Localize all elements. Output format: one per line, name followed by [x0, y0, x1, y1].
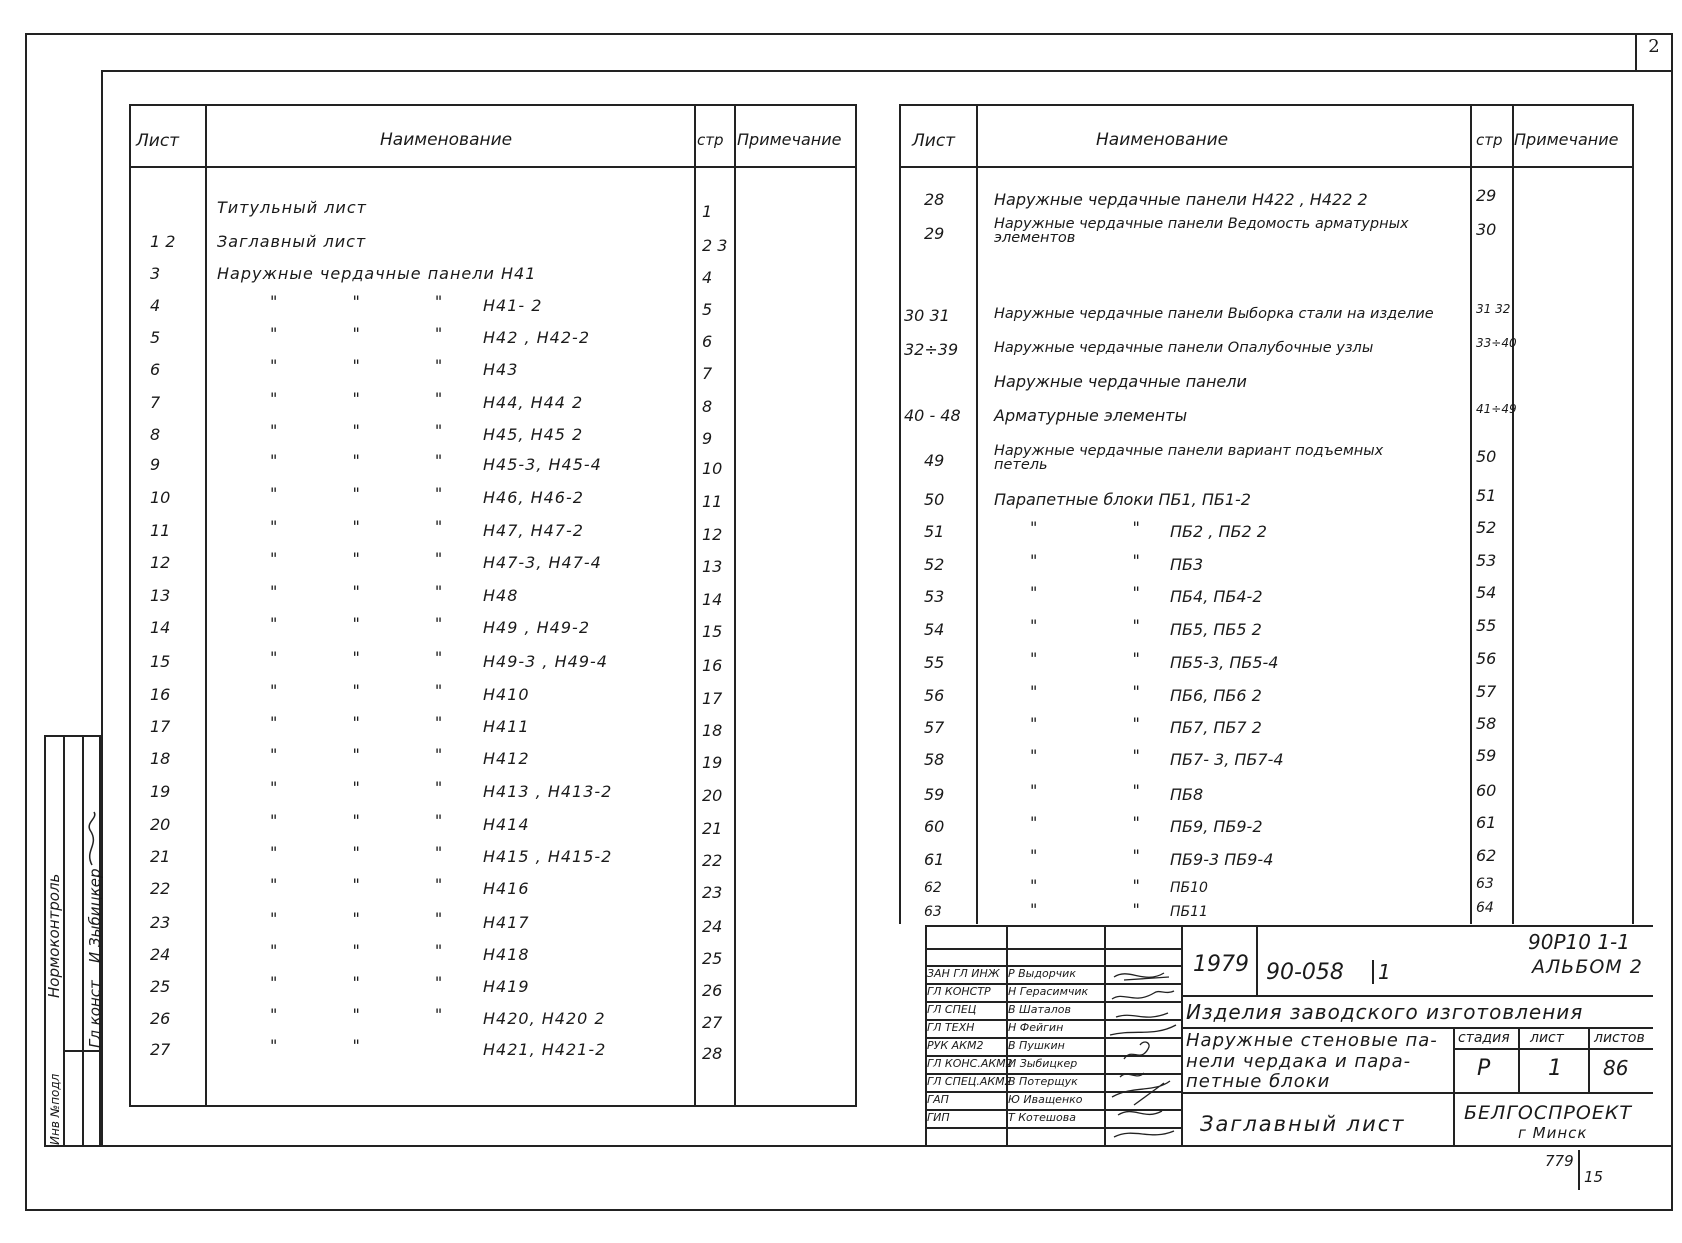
- row-ditto: " " ": [270, 324, 443, 343]
- row-name: Наружные чердачные панели Н41: [217, 264, 537, 283]
- stamp-series: 90Р10 1-1: [1528, 930, 1630, 954]
- row-ditto: " ": [1030, 551, 1140, 570]
- stamp-sheets-value: 86: [1603, 1056, 1629, 1080]
- row-sheet: 59: [924, 785, 945, 804]
- row-name: ПБ8: [1170, 785, 1204, 804]
- row-sheet: 17: [150, 717, 171, 736]
- stamp-line-after-project: [1181, 1027, 1653, 1029]
- row-sheet: 21: [150, 847, 171, 866]
- row-page: 13: [702, 557, 723, 576]
- row-sheet: 61: [924, 850, 945, 869]
- row-ditto: " " ": [270, 517, 443, 536]
- row-page: 8: [702, 397, 713, 416]
- stamp-person: Р Выдорчик: [1008, 967, 1076, 980]
- footer-number: 779: [1545, 1152, 1574, 1170]
- left-header-sheet: Лист: [136, 131, 180, 151]
- stamp-doc-name: Заглавный лист: [1200, 1112, 1406, 1136]
- row-sheet: 25: [150, 977, 171, 996]
- stamp-stage-value: Р: [1477, 1056, 1491, 1081]
- right-header-name: Наименование: [1096, 130, 1229, 150]
- row-sheet: 24: [150, 945, 171, 964]
- normcontrol-label: Нормоконтроль: [45, 873, 63, 998]
- gl-konst-label: Гл конст: [86, 980, 104, 1048]
- left-header-name: Наименование: [380, 130, 513, 150]
- row-name: Наружные чердачные панели: [994, 372, 1247, 391]
- row-sheet: 19: [150, 782, 171, 801]
- stamp-stage-header-line: [1453, 1048, 1653, 1050]
- row-name: Арматурные элементы: [994, 406, 1188, 425]
- stamp-sheet-value: 1: [1548, 1056, 1562, 1081]
- row-name: Н42 , Н42-2: [483, 328, 590, 347]
- row-page: 30: [1476, 220, 1497, 239]
- row-page: 51: [1476, 486, 1497, 505]
- row-ditto: " " ": [270, 875, 443, 894]
- stamp-person: Н Герасимчик: [1008, 985, 1089, 998]
- row-page: 26: [702, 981, 723, 1000]
- row-ditto: " " ": [270, 941, 443, 960]
- row-name: Н417: [483, 913, 530, 932]
- row-page: 60: [1476, 781, 1497, 800]
- stamp-sheets-label: листов: [1594, 1030, 1645, 1046]
- row-ditto: " " ": [270, 356, 443, 375]
- row-page: 4: [702, 268, 713, 287]
- stamp-org: БЕЛГОСПРОЕКТ: [1464, 1102, 1632, 1124]
- row-name: Н41- 2: [483, 296, 543, 315]
- row-sheet: 20: [150, 815, 171, 834]
- row-name: Н49 , Н49-2: [483, 618, 590, 637]
- row-page: 25: [702, 949, 723, 968]
- row-ditto: " " ": [270, 811, 443, 830]
- row-page: 14: [702, 590, 723, 609]
- row-sheet: 51: [924, 522, 945, 541]
- row-name: ПБ9-3 ПБ9-4: [1170, 850, 1274, 869]
- row-ditto: " " ": [270, 909, 443, 928]
- row-name: Н48: [483, 586, 519, 605]
- row-name: Наружные чердачные панели Выборка стали на изделие: [994, 306, 1434, 322]
- inv-label: Инв №подл: [48, 1073, 62, 1145]
- left-strip-divider-2: [82, 735, 84, 1147]
- stamp-code: 90-058: [1266, 960, 1344, 985]
- row-sheet: 4: [150, 296, 161, 315]
- stamp-stage-divider: [1518, 1027, 1520, 1092]
- row-page: 61: [1476, 813, 1497, 832]
- row-sheet: 7: [150, 393, 161, 412]
- stamp-object-line2: нели чердака и пара-: [1186, 1051, 1412, 1072]
- page-number: 2: [1648, 36, 1660, 57]
- stamp-line-after-object: [1181, 1092, 1653, 1094]
- row-ditto: " ": [1030, 714, 1140, 733]
- row-name: Н415 , Н415-2: [483, 847, 613, 866]
- row-sheet: 13: [150, 586, 171, 605]
- row-page: 62: [1476, 846, 1497, 865]
- zybitsker-label: И Зыбицкер: [86, 868, 104, 963]
- row-ditto: " " ": [270, 389, 443, 408]
- row-ditto: " " ": [270, 451, 443, 470]
- row-ditto: " ": [1030, 649, 1140, 668]
- row-page: 17: [702, 689, 723, 708]
- stamp-stage-label: стадия: [1458, 1030, 1510, 1046]
- row-name: ПБ6, ПБ6 2: [1170, 686, 1262, 705]
- row-ditto: " ": [1030, 616, 1140, 635]
- row-name: Н412: [483, 749, 530, 768]
- stamp-role: ГЛ КОНСТР: [927, 985, 991, 998]
- row-sheet: 54: [924, 620, 945, 639]
- row-sheet: 22: [150, 879, 171, 898]
- row-name: Наружные чердачные панели Опалубочные узлы: [994, 340, 1374, 356]
- row-ditto: " " ": [270, 614, 443, 633]
- left-col-divider-3: [734, 104, 736, 1107]
- row-name: Н410: [483, 685, 530, 704]
- right-header-page: стр: [1476, 131, 1503, 149]
- stamp-person: Н Фейгин: [1008, 1021, 1064, 1034]
- row-ditto: " ": [1030, 900, 1140, 919]
- row-sheet: 6: [150, 360, 161, 379]
- stamp-role: ГАП: [927, 1093, 949, 1106]
- row-ditto: " ": [1030, 746, 1140, 765]
- row-page: 31 32: [1476, 302, 1511, 316]
- row-name: Н45, Н45 2: [483, 425, 584, 444]
- row-sheet: 57: [924, 718, 945, 737]
- row-sheet: 8: [150, 425, 161, 444]
- row-name: Парапетные блоки ПБ1, ПБ1-2: [994, 490, 1251, 509]
- row-name: ПБ5, ПБ5 2: [1170, 620, 1262, 639]
- row-name: Н45-3, Н45-4: [483, 455, 602, 474]
- row-page: 7: [702, 364, 713, 383]
- stamp-person: Т Котешова: [1008, 1111, 1076, 1124]
- row-name: Н49-3 , Н49-4: [483, 652, 608, 671]
- row-page: 22: [702, 851, 723, 870]
- row-ditto: " " ": [270, 713, 443, 732]
- row-ditto: " ": [1030, 846, 1140, 865]
- row-page: 63: [1476, 876, 1494, 892]
- row-ditto: " " ": [270, 745, 443, 764]
- footer-number-2: 15: [1584, 1168, 1604, 1186]
- row-page: 58: [1476, 714, 1497, 733]
- row-ditto: " " ": [270, 648, 443, 667]
- row-sheet: 1 2: [150, 232, 176, 251]
- left-col-divider-2: [694, 104, 696, 1107]
- row-name: ПБ11: [1170, 904, 1208, 920]
- row-sheet: 11: [150, 521, 171, 540]
- stamp-role: ЗАН ГЛ ИНЖ: [927, 967, 1000, 980]
- row-name: Н416: [483, 879, 530, 898]
- row-name: Н44, Н44 2: [483, 393, 584, 412]
- row-page: 10: [702, 459, 723, 478]
- row-page: 27: [702, 1013, 723, 1032]
- stamp-sheet-label: лист: [1530, 1030, 1564, 1046]
- stamp-role: ГИП: [927, 1111, 950, 1124]
- row-sheet: 26: [150, 1009, 171, 1028]
- row-sheet: 53: [924, 587, 945, 606]
- stamp-year: 1979: [1193, 952, 1249, 977]
- row-page: 15: [702, 622, 723, 641]
- row-sheet: 50: [924, 490, 945, 509]
- row-name: ПБ3: [1170, 555, 1204, 574]
- row-page: 16: [702, 656, 723, 675]
- right-col-divider-3: [1512, 104, 1514, 924]
- row-ditto: " " ": [270, 973, 443, 992]
- stamp-person: В Потерщук: [1008, 1075, 1078, 1088]
- row-ditto: " ": [1030, 813, 1140, 832]
- row-page: 20: [702, 786, 723, 805]
- row-ditto: " " ": [270, 484, 443, 503]
- stamp-year-divider: [1256, 925, 1258, 995]
- row-name: Н47, Н47-2: [483, 521, 584, 540]
- row-page: 50: [1476, 447, 1497, 466]
- row-sheet: 30 31: [904, 306, 950, 325]
- row-sheet: 29: [924, 224, 945, 243]
- left-table-header-line: [129, 166, 857, 168]
- row-page: 23: [702, 883, 723, 902]
- stamp-project-title: Изделия заводского изготовления: [1186, 1000, 1584, 1024]
- row-name: Наружные чердачные панели вариант подъемных: [994, 443, 1384, 459]
- row-page: 28: [702, 1044, 723, 1063]
- row-page: 19: [702, 753, 723, 772]
- left-header-page: стр: [697, 131, 724, 149]
- row-page: 41÷49: [1476, 402, 1517, 416]
- stamp-role: ГЛ СПЕЦ.АКМ2: [927, 1075, 1012, 1088]
- right-header-sheet: Лист: [912, 131, 956, 151]
- row-sheet: 52: [924, 555, 945, 574]
- row-name: Н43: [483, 360, 519, 379]
- row-sheet: 58: [924, 750, 945, 769]
- row-name: Н46, Н46-2: [483, 488, 584, 507]
- stamp-city: г Минск: [1518, 1124, 1588, 1142]
- stamp-object-line3: петные блоки: [1186, 1071, 1331, 1092]
- row-page: 2 3: [702, 236, 728, 255]
- stamp-person: И Зыбицкер: [1008, 1057, 1078, 1070]
- row-name-continued: элементов: [994, 230, 1076, 246]
- row-name: Н420, Н420 2: [483, 1009, 606, 1028]
- stamp-person: В Шаталов: [1008, 1003, 1071, 1016]
- row-ditto: " " ": [270, 292, 443, 311]
- stamp-role: ГЛ КОНС.АКМ2: [927, 1057, 1013, 1070]
- stamp-role: ГЛ СПЕЦ: [927, 1003, 977, 1016]
- row-page: 33÷40: [1476, 336, 1517, 350]
- row-ditto: " ": [1030, 876, 1140, 895]
- row-sheet: 5: [150, 328, 161, 347]
- row-name: ПБ2 , ПБ2 2: [1170, 522, 1267, 541]
- right-col-divider-1: [976, 104, 978, 924]
- row-sheet: 63: [924, 904, 942, 920]
- row-sheet: 10: [150, 488, 171, 507]
- stamp-line-after-code: [1181, 995, 1653, 997]
- row-name: ПБ10: [1170, 880, 1208, 896]
- row-name: ПБ5-3, ПБ5-4: [1170, 653, 1279, 672]
- row-ditto: " " ": [270, 843, 443, 862]
- row-ditto: " ": [1030, 781, 1140, 800]
- row-name: Наружные чердачные панели Н422 , Н422 2: [994, 190, 1368, 209]
- row-name: Н47-3, Н47-4: [483, 553, 602, 572]
- row-ditto: " " ": [270, 681, 443, 700]
- right-table-header-line: [899, 166, 1634, 168]
- row-page: 64: [1476, 900, 1494, 916]
- row-name: Заглавный лист: [217, 232, 367, 251]
- stamp-role: РУК АКМ2: [927, 1039, 984, 1052]
- left-strip-hline: [63, 1050, 101, 1052]
- row-sheet: 56: [924, 686, 945, 705]
- row-page: 11: [702, 492, 723, 511]
- row-sheet: 27: [150, 1040, 171, 1059]
- row-ditto: " ": [1030, 583, 1140, 602]
- row-name: Титульный лист: [217, 198, 367, 217]
- footer-divider: [1578, 1150, 1580, 1190]
- row-sheet: 49: [924, 451, 945, 470]
- right-col-divider-2: [1470, 104, 1472, 924]
- row-name: Н411: [483, 717, 530, 736]
- row-name: Наружные чердачные панели Ведомость арматурных: [994, 216, 1409, 232]
- left-header-note: Примечание: [737, 130, 842, 149]
- row-page: 53: [1476, 551, 1497, 570]
- row-name: Н418: [483, 945, 530, 964]
- row-name: Н413 , Н413-2: [483, 782, 613, 801]
- row-name: Н414: [483, 815, 530, 834]
- row-ditto: " " ": [270, 421, 443, 440]
- row-ditto: " ": [1030, 518, 1140, 537]
- row-name: ПБ9, ПБ9-2: [1170, 817, 1263, 836]
- row-ditto: " " ": [270, 582, 443, 601]
- row-name: ПБ7, ПБ7 2: [1170, 718, 1262, 737]
- row-page: 54: [1476, 583, 1497, 602]
- row-page: 1: [702, 202, 713, 221]
- row-sheet: 32÷39: [904, 340, 959, 359]
- row-page: 52: [1476, 518, 1497, 537]
- stamp-row-line: [925, 948, 1181, 950]
- stamp-code-suffix: 1: [1372, 960, 1391, 984]
- row-sheet: 18: [150, 749, 171, 768]
- row-page: 59: [1476, 746, 1497, 765]
- row-page: 6: [702, 332, 713, 351]
- left-strip-divider-1: [63, 735, 65, 1147]
- stamp-album: АЛЬБОМ 2: [1532, 956, 1643, 978]
- row-ditto: " " ": [270, 549, 443, 568]
- row-sheet: 16: [150, 685, 171, 704]
- left-col-divider-1: [205, 104, 207, 1107]
- right-header-note: Примечание: [1514, 130, 1619, 149]
- row-sheet: 23: [150, 913, 171, 932]
- stamp-person: Ю Иващенко: [1008, 1093, 1083, 1106]
- row-ditto: " " ": [270, 1005, 443, 1024]
- stamp-person: В Пушкин: [1008, 1039, 1065, 1052]
- row-sheet: 15: [150, 652, 171, 671]
- row-page: 18: [702, 721, 723, 740]
- row-page: 29: [1476, 186, 1497, 205]
- stamp-object-line1: Наружные стеновые па-: [1186, 1030, 1438, 1051]
- row-sheet: 12: [150, 553, 171, 572]
- row-ditto: " ": [1030, 682, 1140, 701]
- stamp-object-divider: [1453, 1027, 1455, 1147]
- row-sheet: 14: [150, 618, 171, 637]
- stamp-signatures: [1104, 965, 1181, 1147]
- stamp-col-3: [1181, 925, 1183, 1147]
- row-page: 57: [1476, 682, 1497, 701]
- row-sheet: 3: [150, 264, 161, 283]
- row-page: 9: [702, 429, 713, 448]
- row-name: Н419: [483, 977, 530, 996]
- row-sheet: 40 - 48: [904, 406, 961, 425]
- row-page: 55: [1476, 616, 1497, 635]
- stamp-sheet-divider: [1588, 1027, 1590, 1092]
- left-strip-signature: [82, 810, 102, 870]
- row-ditto: " " ": [270, 778, 443, 797]
- row-sheet: 60: [924, 817, 945, 836]
- row-sheet: 28: [924, 190, 945, 209]
- row-name: ПБ4, ПБ4-2: [1170, 587, 1263, 606]
- row-sheet: 62: [924, 880, 942, 896]
- row-ditto: " ": [270, 1036, 360, 1055]
- row-sheet: 9: [150, 455, 161, 474]
- row-name: ПБ7- 3, ПБ7-4: [1170, 750, 1284, 769]
- row-page: 24: [702, 917, 723, 936]
- row-sheet: 55: [924, 653, 945, 672]
- row-page: 12: [702, 525, 723, 544]
- row-page: 5: [702, 300, 713, 319]
- row-name-continued: петель: [994, 457, 1048, 473]
- row-page: 56: [1476, 649, 1497, 668]
- row-name: Н421, Н421-2: [483, 1040, 607, 1059]
- row-page: 21: [702, 819, 723, 838]
- stamp-role: ГЛ ТЕХН: [927, 1021, 975, 1034]
